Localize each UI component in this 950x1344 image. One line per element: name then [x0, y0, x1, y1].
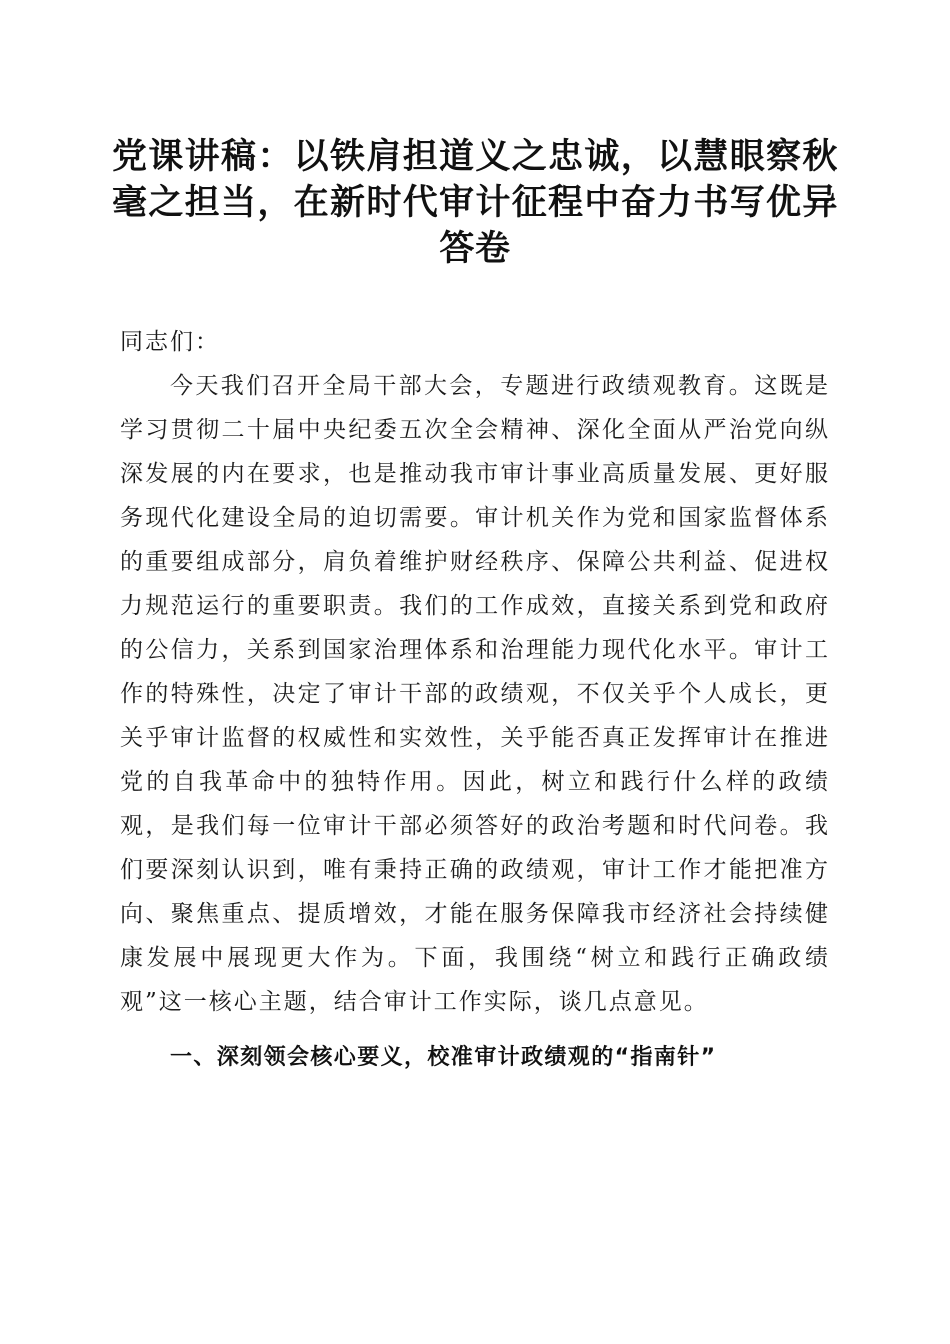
document-body	[120, 320, 830, 1080]
body-paragraph: 今天我们召开全局干部大会，专题进行政绩观教育。这既是学习贯彻二十届中央纪委五次全会精神、深化全面从严治党向纵深发展的内在要求，也是推动我市审计事业高质量发展、更好服务现代化建设全局的迫切需要。审计机关作为党和国家监督体系的重要组成部分，肩负着维护财经秩序、保障公共利益、促进权力规范运行的重要职责。我们的工作成效，直接关系到党和政府的公信力，关系到国家治理体系和治理能力现代化水平。审计工作的特殊性，决定了审计干部的政绩观，不仅关乎个人成长，更关乎审计监督的权威性和实效性，关乎能否真正发挥审计在推进党的自我革命中的独特作用。因此，树立和践行什么样的政绩观，是我们每一位审计干部必须答好的政治考题和时代问卷。我们要深刻认识到，唯有秉持正确的政绩观，审计工作才能把准方向、聚焦重点、提质增效，才能在服务保障我市经济社会持续健康发展中展现更大作为。下面，我围绕“树立和践行正确政绩观”这一核心主题，结合审计工作实际，谈几点意见。	[120, 373, 830, 1015]
salutation: 同志们：	[120, 329, 220, 355]
section-heading: 一、深刻领会核心要义，校准审计政绩观的“指南针”	[170, 1045, 717, 1070]
document-title: 党课讲稿：以铁肩担道义之忠诚，以慧眼察秋毫之担当，在新时代审计征程中奋力书写优异答卷	[112, 137, 838, 269]
